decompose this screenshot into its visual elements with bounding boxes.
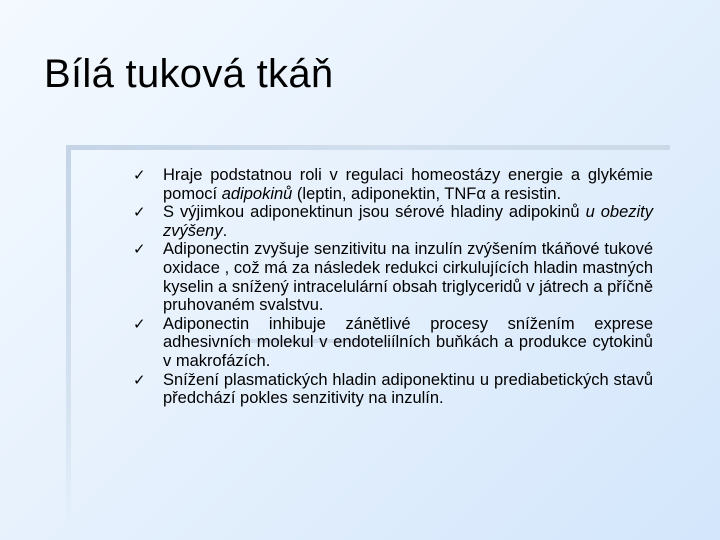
bullet-text: S výjimkou adiponektinun jsou sérové hladiny adipokinů [163,203,586,222]
bullet-emphasis: adipokinů [221,184,293,203]
bullet-item-3 [133,240,653,314]
check-icon: ✓ [133,166,146,184]
bullet-item-5 [133,371,653,408]
slide-title: Bílá tuková tkáň [44,52,334,96]
bullet-list [133,166,653,408]
bullet-emphasis: u obezity zvýšeny [163,203,654,240]
bullet-text: Adiponectin zvyšuje senzitivitu na inzulín zvýšením tkáňové tukové oxidace , což má za následek redukci cirkulujících hladin mastných kyselin a snížený intracelulární obsah triglyceridů v játrech a příčně pruhovaném svalstvu. [163,240,653,315]
decorative-frame-top-line [66,145,670,150]
bullet-item-2 [133,203,653,240]
check-icon: ✓ [133,370,146,389]
bullet-item-1 [133,166,653,203]
check-icon: ✓ [133,240,146,259]
check-icon: ✓ [133,203,146,222]
bullet-text: Hraje podstatnou roli v regulaci homeostázy energie a glykémie pomocí [163,166,653,203]
bullet-item-4 [133,315,653,371]
decorative-frame-left-line [66,145,71,530]
bullet-text: . [222,221,228,240]
bullet-text: Adiponectin inhibuje zánětlivé procesy snížením exprese adhesivních molekul v endoteliílních buňkách a produkce cytokinů v makrofázích. [163,314,653,370]
check-icon: ✓ [133,314,146,333]
bullet-text: (leptin, adiponektin, TNFα a resistin. [292,184,562,203]
bullet-text: Snížení plasmatických hladin adiponektinu u prediabetických stavů předchází pokles senzitivity na inzulín. [163,370,653,408]
